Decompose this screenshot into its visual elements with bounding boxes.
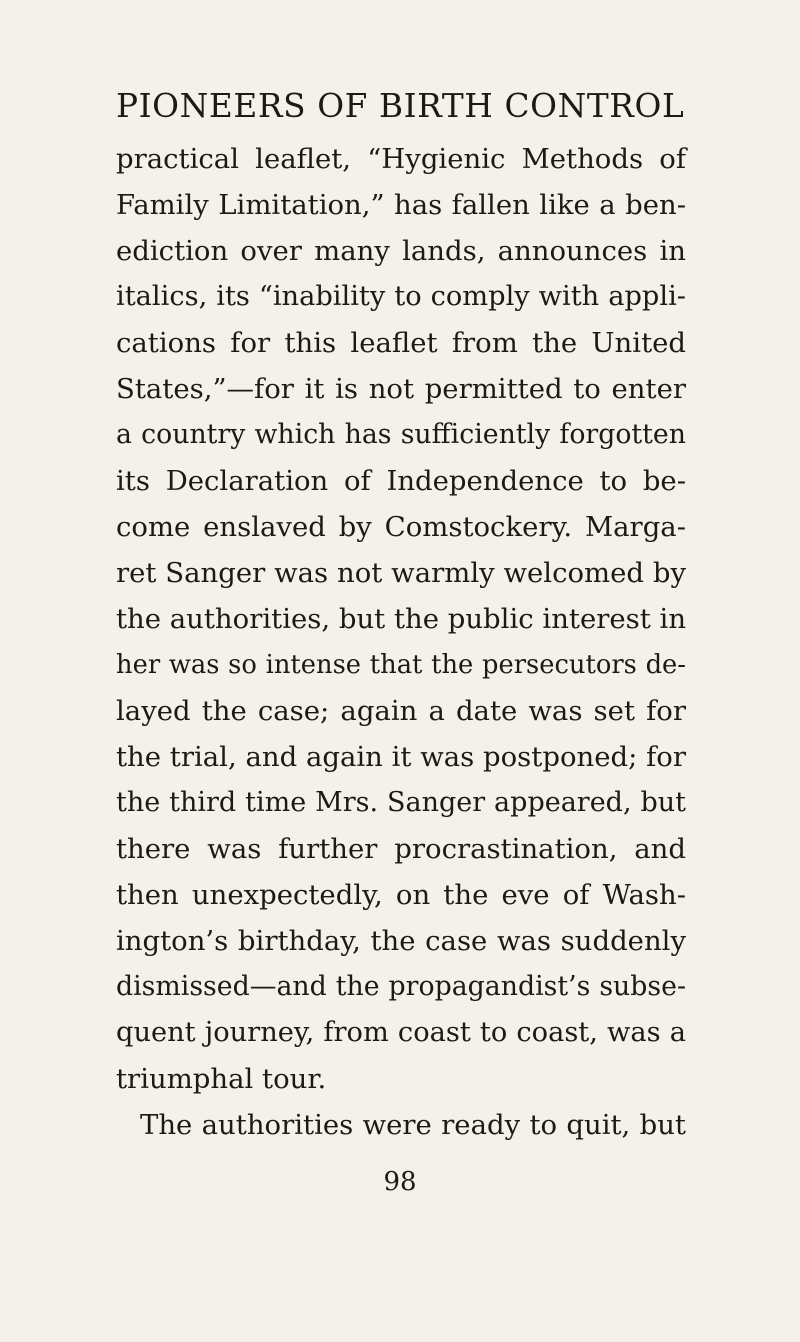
running-head: PIONEERS OF BIRTH CONTROL bbox=[116, 87, 685, 125]
text-line: dismissed—and the propagandist’s subse- bbox=[116, 971, 686, 1002]
text-line: States,”—for it is not permitted to enter bbox=[116, 373, 686, 405]
text-line: then unexpectedly, on the eve of Wash- bbox=[116, 879, 686, 911]
text-line: ediction over many lands, announces in bbox=[116, 235, 686, 267]
text-line: ington’s birthday, the case was suddenly bbox=[116, 925, 686, 957]
text-line: ret Sanger was not warmly welcomed by bbox=[116, 557, 686, 589]
text-line: cations for this leaflet from the United bbox=[116, 327, 686, 359]
text-line: her was so intense that the persecutors de- bbox=[116, 650, 686, 680]
paragraph-start-line: The authorities were ready to quit, but bbox=[140, 1109, 686, 1141]
body-text bbox=[116, 136, 686, 1148]
paragraph-end-line: triumphal tour. bbox=[116, 1063, 327, 1095]
text-line: layed the case; again a date was set for bbox=[116, 695, 686, 727]
text-line: the trial, and again it was postponed; for bbox=[116, 741, 686, 773]
text-line: its Declaration of Independence to be- bbox=[116, 465, 686, 497]
text-line: a country which has sufficiently forgotten bbox=[116, 419, 686, 450]
text-line: the authorities, but the public interest in bbox=[116, 603, 687, 635]
text-line: quent journey, from coast to coast, was a bbox=[116, 1017, 686, 1048]
text-line: italics, its “inability to comply with appli- bbox=[116, 281, 686, 312]
text-line: practical leaflet, “Hygienic Methods of bbox=[116, 143, 686, 175]
text-line: the third time Mrs. Sanger appeared, but bbox=[116, 787, 686, 818]
page-number: 98 bbox=[383, 1167, 417, 1197]
text-line: Family Limitation,” has fallen like a ben- bbox=[116, 189, 686, 221]
text-line: there was further procrastination, and bbox=[116, 833, 686, 865]
text-line: come enslaved by Comstockery. Marga- bbox=[116, 511, 686, 543]
